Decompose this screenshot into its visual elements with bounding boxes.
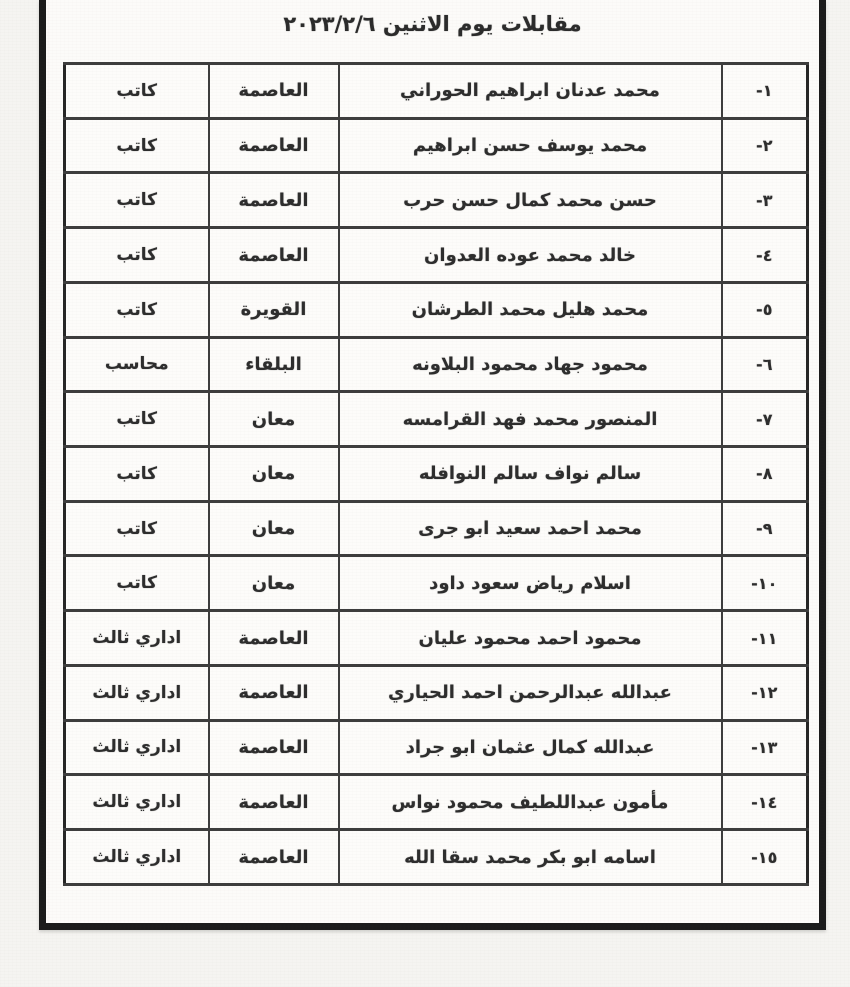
location-cell: العاصمة bbox=[209, 118, 339, 173]
name-cell: محمد عدنان ابراهيم الحوراني bbox=[339, 64, 722, 119]
job-cell: كاتب bbox=[65, 64, 209, 119]
location-cell: العاصمة bbox=[209, 173, 339, 228]
interview-table-body bbox=[65, 64, 808, 885]
job-cell: اداري ثالث bbox=[65, 665, 209, 720]
table-row bbox=[65, 775, 808, 830]
job-cell: كاتب bbox=[65, 392, 209, 447]
job-cell: اداري ثالث bbox=[65, 830, 209, 885]
row-number-cell: ٤- bbox=[722, 228, 808, 283]
row-number-cell: ١٥- bbox=[722, 830, 808, 885]
location-cell: معان bbox=[209, 556, 339, 611]
name-cell: عبدالله عبدالرحمن احمد الحياري bbox=[339, 665, 722, 720]
name-cell: محمد هليل محمد الطرشان bbox=[339, 282, 722, 337]
job-cell: كاتب bbox=[65, 501, 209, 556]
interview-table bbox=[63, 62, 809, 886]
job-cell: اداري ثالث bbox=[65, 775, 209, 830]
job-cell: كاتب bbox=[65, 282, 209, 337]
name-cell: اسلام رياض سعود داود bbox=[339, 556, 722, 611]
name-cell: المنصور محمد فهد القرامسه bbox=[339, 392, 722, 447]
location-cell: البلقاء bbox=[209, 337, 339, 392]
row-number-cell: ١٠- bbox=[722, 556, 808, 611]
row-number-cell: ١٤- bbox=[722, 775, 808, 830]
location-cell: العاصمة bbox=[209, 720, 339, 775]
page-title: مقابلات يوم الاثنين ٢٠٢٣/٢/٦ bbox=[283, 12, 582, 36]
row-number-cell: ١- bbox=[722, 64, 808, 119]
job-cell: كاتب bbox=[65, 556, 209, 611]
name-cell: محمود احمد محمود عليان bbox=[339, 611, 722, 666]
row-number-cell: ١٣- bbox=[722, 720, 808, 775]
table-row bbox=[65, 173, 808, 228]
location-cell: العاصمة bbox=[209, 775, 339, 830]
location-cell: معان bbox=[209, 392, 339, 447]
location-cell: القويرة bbox=[209, 282, 339, 337]
row-number-cell: ٧- bbox=[722, 392, 808, 447]
row-number-cell: ١٢- bbox=[722, 665, 808, 720]
row-number-cell: ٨- bbox=[722, 447, 808, 502]
location-cell: العاصمة bbox=[209, 665, 339, 720]
table-row bbox=[65, 556, 808, 611]
table-row bbox=[65, 64, 808, 119]
name-cell: عبدالله كمال عثمان ابو جراد bbox=[339, 720, 722, 775]
name-cell: مأمون عبداللطيف محمود نواس bbox=[339, 775, 722, 830]
job-cell: اداري ثالث bbox=[65, 611, 209, 666]
table-row bbox=[65, 337, 808, 392]
table-row bbox=[65, 501, 808, 556]
table-row bbox=[65, 611, 808, 666]
job-cell: محاسب bbox=[65, 337, 209, 392]
name-cell: اسامه ابو بكر محمد سقا الله bbox=[339, 830, 722, 885]
row-number-cell: ٩- bbox=[722, 501, 808, 556]
table-row bbox=[65, 665, 808, 720]
table-row bbox=[65, 447, 808, 502]
name-cell: خالد محمد عوده العدوان bbox=[339, 228, 722, 283]
name-cell: حسن محمد كمال حسن حرب bbox=[339, 173, 722, 228]
name-cell: محمود جهاد محمود البلاونه bbox=[339, 337, 722, 392]
table-row bbox=[65, 830, 808, 885]
name-cell: سالم نواف سالم النوافله bbox=[339, 447, 722, 502]
row-number-cell: ٦- bbox=[722, 337, 808, 392]
job-cell: كاتب bbox=[65, 447, 209, 502]
row-number-cell: ٥- bbox=[722, 282, 808, 337]
location-cell: العاصمة bbox=[209, 228, 339, 283]
location-cell: العاصمة bbox=[209, 64, 339, 119]
job-cell: اداري ثالث bbox=[65, 720, 209, 775]
table-row bbox=[65, 282, 808, 337]
job-cell: كاتب bbox=[65, 228, 209, 283]
location-cell: العاصمة bbox=[209, 830, 339, 885]
name-cell: محمد احمد سعيد ابو جرى bbox=[339, 501, 722, 556]
table-row bbox=[65, 720, 808, 775]
table-row bbox=[65, 228, 808, 283]
row-number-cell: ١١- bbox=[722, 611, 808, 666]
job-cell: كاتب bbox=[65, 118, 209, 173]
row-number-cell: ٢- bbox=[722, 118, 808, 173]
name-cell: محمد يوسف حسن ابراهيم bbox=[339, 118, 722, 173]
location-cell: العاصمة bbox=[209, 611, 339, 666]
table-row bbox=[65, 118, 808, 173]
table-row bbox=[65, 392, 808, 447]
job-cell: كاتب bbox=[65, 173, 209, 228]
row-number-cell: ٣- bbox=[722, 173, 808, 228]
location-cell: معان bbox=[209, 447, 339, 502]
location-cell: معان bbox=[209, 501, 339, 556]
